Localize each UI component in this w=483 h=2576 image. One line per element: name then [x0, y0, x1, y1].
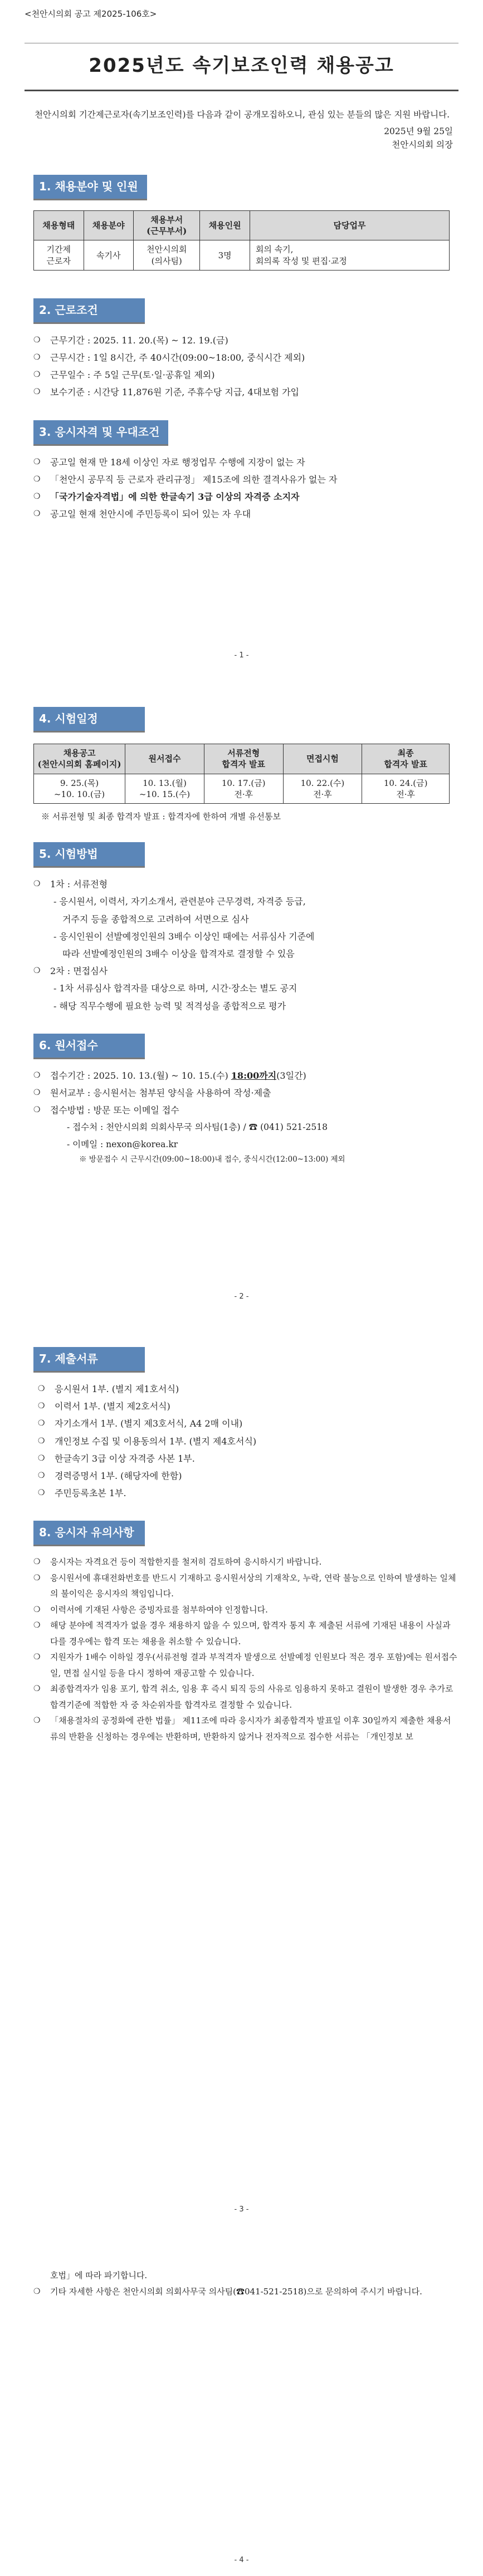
cell: 10. 22.(수) 전·후 [283, 774, 362, 804]
th-dept: 채용부서 (근무부서) [134, 210, 200, 240]
list-item: ❍ 보수기준 : 시간당 11,876원 기준, 주휴수당 지급, 4대보험 가입 [33, 384, 458, 401]
list-item: ❍ 접수방법 : 방문 또는 이메일 접수 [33, 1102, 458, 1119]
th-schedule: 원서접수 [125, 744, 204, 774]
circle-bullet-icon: ❍ [33, 474, 41, 484]
circle-bullet-icon: ❍ [33, 1557, 41, 1567]
circle-bullet-icon: ❍ [38, 1453, 45, 1463]
documents-list [38, 1380, 458, 1502]
circle-bullet-icon: ❍ [33, 879, 41, 889]
circle-bullet-icon: ❍ [33, 492, 41, 501]
section-header-qualifications: 3. 응시자격 및 우대조건 [33, 420, 168, 446]
circle-bullet-icon: ❍ [38, 1384, 45, 1393]
circle-bullet-icon: ❍ [33, 387, 41, 397]
page-title: 2025년도 속기보조인력 채용공고 [25, 43, 458, 91]
email-info[interactable]: - 이메일 : nexon@korea.kr [67, 1139, 178, 1149]
section-header-application: 6. 원서접수 [33, 1034, 145, 1059]
document-number: <천안시의회 공고 제2025-106호> [25, 9, 157, 19]
list-item: ❍ 근무일수 : 주 5일 근무(토·일·공휴일 제외) [33, 366, 458, 384]
cell: 10. 17.(금) 전·후 [204, 774, 283, 804]
cell: 3명 [200, 240, 250, 271]
section-header-schedule: 4. 시험일정 [33, 707, 145, 733]
section-header-exam: 5. 시험방법 [33, 842, 145, 868]
cell: 회의 속기, 회의록 작성 및 편집·교정 [250, 240, 449, 271]
recruitment-table [33, 210, 450, 271]
intro-text: 천안시의회 기간제근로자(속기보조인력)를 다음과 같이 공개모집하오니, 관심 있는 분들의 많은 지원 바랍니다. [35, 109, 450, 120]
list-item: ❍ 주민등록초본 1부. [38, 1484, 458, 1502]
circle-bullet-icon: ❍ [33, 1105, 41, 1115]
table-row [34, 774, 450, 804]
notice-continuation: 호법」에 따라 파기합니다. [50, 2270, 148, 2280]
th-duty: 담당업무 [250, 210, 449, 240]
circle-bullet-icon: ❍ [33, 509, 41, 519]
circle-bullet-icon: ❍ [33, 966, 41, 976]
cell: 천안시의회 (의사팀) [134, 240, 200, 271]
list-item: ❍ 개인정보 수집 및 이용동의서 1부. (별지 제4호서식) [38, 1433, 458, 1450]
cell: 9. 25.(목) ~10. 10.(금) [34, 774, 125, 804]
list-item: ❍ 기타 자세한 사항은 천안시의회 의회사무국 의사팀(☎041-521-2518)으로 문의하여 주시기 바랍니다. [33, 2284, 458, 2300]
list-item: ❍ 「국가기술자격법」에 의한 한글속기 3급 이상의 자격증 소지자 [33, 488, 458, 505]
th-type: 채용형태 [34, 210, 84, 240]
circle-bullet-icon: ❍ [33, 370, 41, 380]
circle-bullet-icon: ❍ [33, 1573, 41, 1582]
th-schedule: 서류전형 합격자 발표 [204, 744, 283, 774]
qualifications-list [33, 454, 458, 523]
th-schedule: 채용공고 (천안시의회 홈페이지) [34, 744, 125, 774]
circle-bullet-icon: ❍ [33, 2287, 41, 2297]
th-field: 채용분야 [84, 210, 134, 240]
section-header-recruitment: 1. 채용분야 및 인원 [33, 175, 147, 200]
list-item: ❍ 응시자는 자격요건 등이 적합한지를 철저히 검토하여 응시하시기 바랍니다. [33, 1554, 458, 1570]
cell: 10. 24.(금) 전·후 [362, 774, 450, 804]
circle-bullet-icon: ❍ [33, 457, 41, 466]
section-header-notices: 8. 응시자 유의사항 [33, 1521, 145, 1546]
circle-bullet-icon: ❍ [38, 1471, 45, 1480]
page-number: - 1 - [234, 651, 249, 660]
cell: 기간제 근로자 [34, 240, 84, 271]
list-item: ❍ 한글속기 3급 이상 자격증 사본 1부. [38, 1450, 458, 1467]
signer: 천안시의회 의장 [392, 139, 453, 150]
page-number: - 2 - [234, 1292, 249, 1301]
list-item: ❍ 2차 : 면접심사 [33, 962, 458, 980]
list-item: ❍ 공고일 현재 천안시에 주민등록이 되어 있는 자 우대 [33, 505, 458, 523]
list-item: ❍ 「채용절차의 공정화에 관한 법률」 제11조에 따라 응시자가 최종합격자 발표일 이후 30일까지 제출한 채용서류의 반환을 신청하는 경우에는 반환하며, 반환하지 않거나 전자적으로 접수한 서류는 「개인정보 보 [33, 1713, 458, 1744]
circle-bullet-icon: ❍ [33, 353, 41, 362]
application-list [33, 1067, 458, 1166]
list-item: ❍ 「천안시 공무직 등 근로자 관리규정」 제15조에 의한 결격사유가 없는 자 [33, 471, 458, 488]
conditions-list [33, 332, 458, 401]
circle-bullet-icon: ❍ [33, 1653, 41, 1662]
exam-detail: 따라 선발예정인원의 3배수 이상을 합격자로 결정할 수 있음 [62, 948, 295, 959]
circle-bullet-icon: ❍ [38, 1488, 45, 1498]
list-item: ❍ 접수기간 : 2025. 10. 13.(월) ~ 10. 15.(수) 18:00까지(3일간) [33, 1067, 458, 1084]
th-schedule: 최종 합격자 발표 [362, 744, 450, 774]
list-item: ❍ 응시원서에 휴대전화번호를 반드시 기재하고 응시원서상의 기재착오, 누락, 연락 불능으로 인하여 발생하는 일체의 불이익은 응시자의 책임입니다. [33, 1570, 458, 1602]
list-item: ❍ 이력서에 기재된 사항은 증빙자료를 첨부하여야 인정합니다. [33, 1602, 458, 1618]
circle-bullet-icon: ❍ [38, 1419, 45, 1428]
list-item: ❍ 자기소개서 1부. (별지 제3호서식, A4 2매 이내) [38, 1415, 458, 1432]
th-count: 채용인원 [200, 210, 250, 240]
date-block [25, 125, 458, 151]
announcement-date: 2025년 9월 25일 [384, 126, 453, 137]
circle-bullet-icon: ❍ [33, 1605, 41, 1614]
exam-detail: - 해당 직무수행에 필요한 능력 및 적격성을 종합적으로 평가 [53, 1000, 286, 1011]
visit-info: - 접수처 : 천안시의회 의회사무국 의사팀(1층) / ☎ (041) 521-2518 [67, 1122, 328, 1133]
schedule-note: ※ 서류전형 및 최종 합격자 발표 : 합격자에 한하여 개별 유선통보 [41, 812, 281, 822]
list-item: ❍ 근무기간 : 2025. 11. 20.(목) ~ 12. 19.(금) [33, 332, 458, 349]
section-header-conditions: 2. 근로조건 [33, 298, 145, 324]
notices-list [33, 1554, 458, 1744]
cell: 속기사 [84, 240, 134, 271]
circle-bullet-icon: ❍ [33, 1621, 41, 1630]
th-schedule: 면접시험 [283, 744, 362, 774]
notices-list-continued [33, 2268, 458, 2300]
visit-note: ※ 방문접수 시 근무시간(09:00~18:00)내 접수, 중식시간(12:00~13:00) 제외 [79, 1154, 345, 1164]
exam-list [33, 876, 458, 1015]
list-item: ❍ 근무시간 : 1일 8시간, 주 40시간(09:00~18:00, 중식시간 제외) [33, 349, 458, 366]
list-item: ❍ 공고일 현재 만 18세 이상인 자로 행정업무 수행에 지장이 없는 자 [33, 454, 458, 471]
section-header-documents: 7. 제출서류 [33, 1347, 145, 1373]
list-item: ❍ 경력증명서 1부. (해당자에 한함) [38, 1467, 458, 1484]
circle-bullet-icon: ❍ [33, 1070, 41, 1080]
cell: 10. 13.(월) ~10. 15.(수) [125, 774, 204, 804]
circle-bullet-icon: ❍ [33, 1716, 41, 1725]
circle-bullet-icon: ❍ [33, 335, 41, 345]
schedule-table [33, 744, 450, 804]
circle-bullet-icon: ❍ [38, 1436, 45, 1446]
page-number: - 4 - [234, 2556, 249, 2564]
exam-detail: - 응시원서, 이력서, 자기소개서, 관련분야 근무경력, 자격증 등급, [53, 896, 306, 907]
list-item: ❍ 원서교부 : 응시원서는 첨부된 양식을 사용하여 작성·제출 [33, 1084, 458, 1102]
page-number: - 3 - [234, 2205, 249, 2214]
table-row [34, 240, 450, 271]
list-item: ❍ 해당 분야에 적격자가 없을 경우 채용하지 않을 수 있으며, 합격자 통지 후 제출된 서류에 기재된 내용이 사실과 다를 경우에는 합격 또는 채용을 취소할 수 있습니다. [33, 1618, 458, 1649]
deadline-highlight: 18:00까지 [231, 1070, 277, 1081]
list-item: ❍ 최종합격자가 임용 포기, 합격 취소, 임용 후 즉시 퇴직 등의 사유로 임용하지 못하고 결원이 발생한 경우 추가로 합격기준에 적합한 자 중 차순위자를 합격자로 결정할 수 있습니다. [33, 1681, 458, 1713]
list-item: ❍ 이력서 1부. (별지 제2호서식) [38, 1398, 458, 1415]
list-item: ❍ 응시원서 1부. (별지 제1호서식) [38, 1380, 458, 1398]
exam-detail: - 1차 서류심사 합격자를 대상으로 하며, 시간·장소는 별도 공지 [53, 983, 297, 994]
list-item: ❍ 지원자가 1배수 이하일 경우(서류전형 결과 부적격자 발생으로 선발예정 인원보다 적은 경우 포함)에는 원서접수일, 면접 실시일 등을 다시 정하여 재공고할 수 있습니다. [33, 1649, 458, 1681]
circle-bullet-icon: ❍ [33, 1684, 41, 1694]
list-item: ❍ 1차 : 서류전형 [33, 876, 458, 893]
circle-bullet-icon: ❍ [38, 1402, 45, 1411]
exam-detail: - 응시인원이 선발예정인원의 3배수 이상인 때에는 서류심사 기준에 [53, 931, 315, 942]
exam-detail: 거주지 등을 종합적으로 고려하여 서면으로 심사 [62, 913, 249, 925]
circle-bullet-icon: ❍ [33, 1088, 41, 1097]
